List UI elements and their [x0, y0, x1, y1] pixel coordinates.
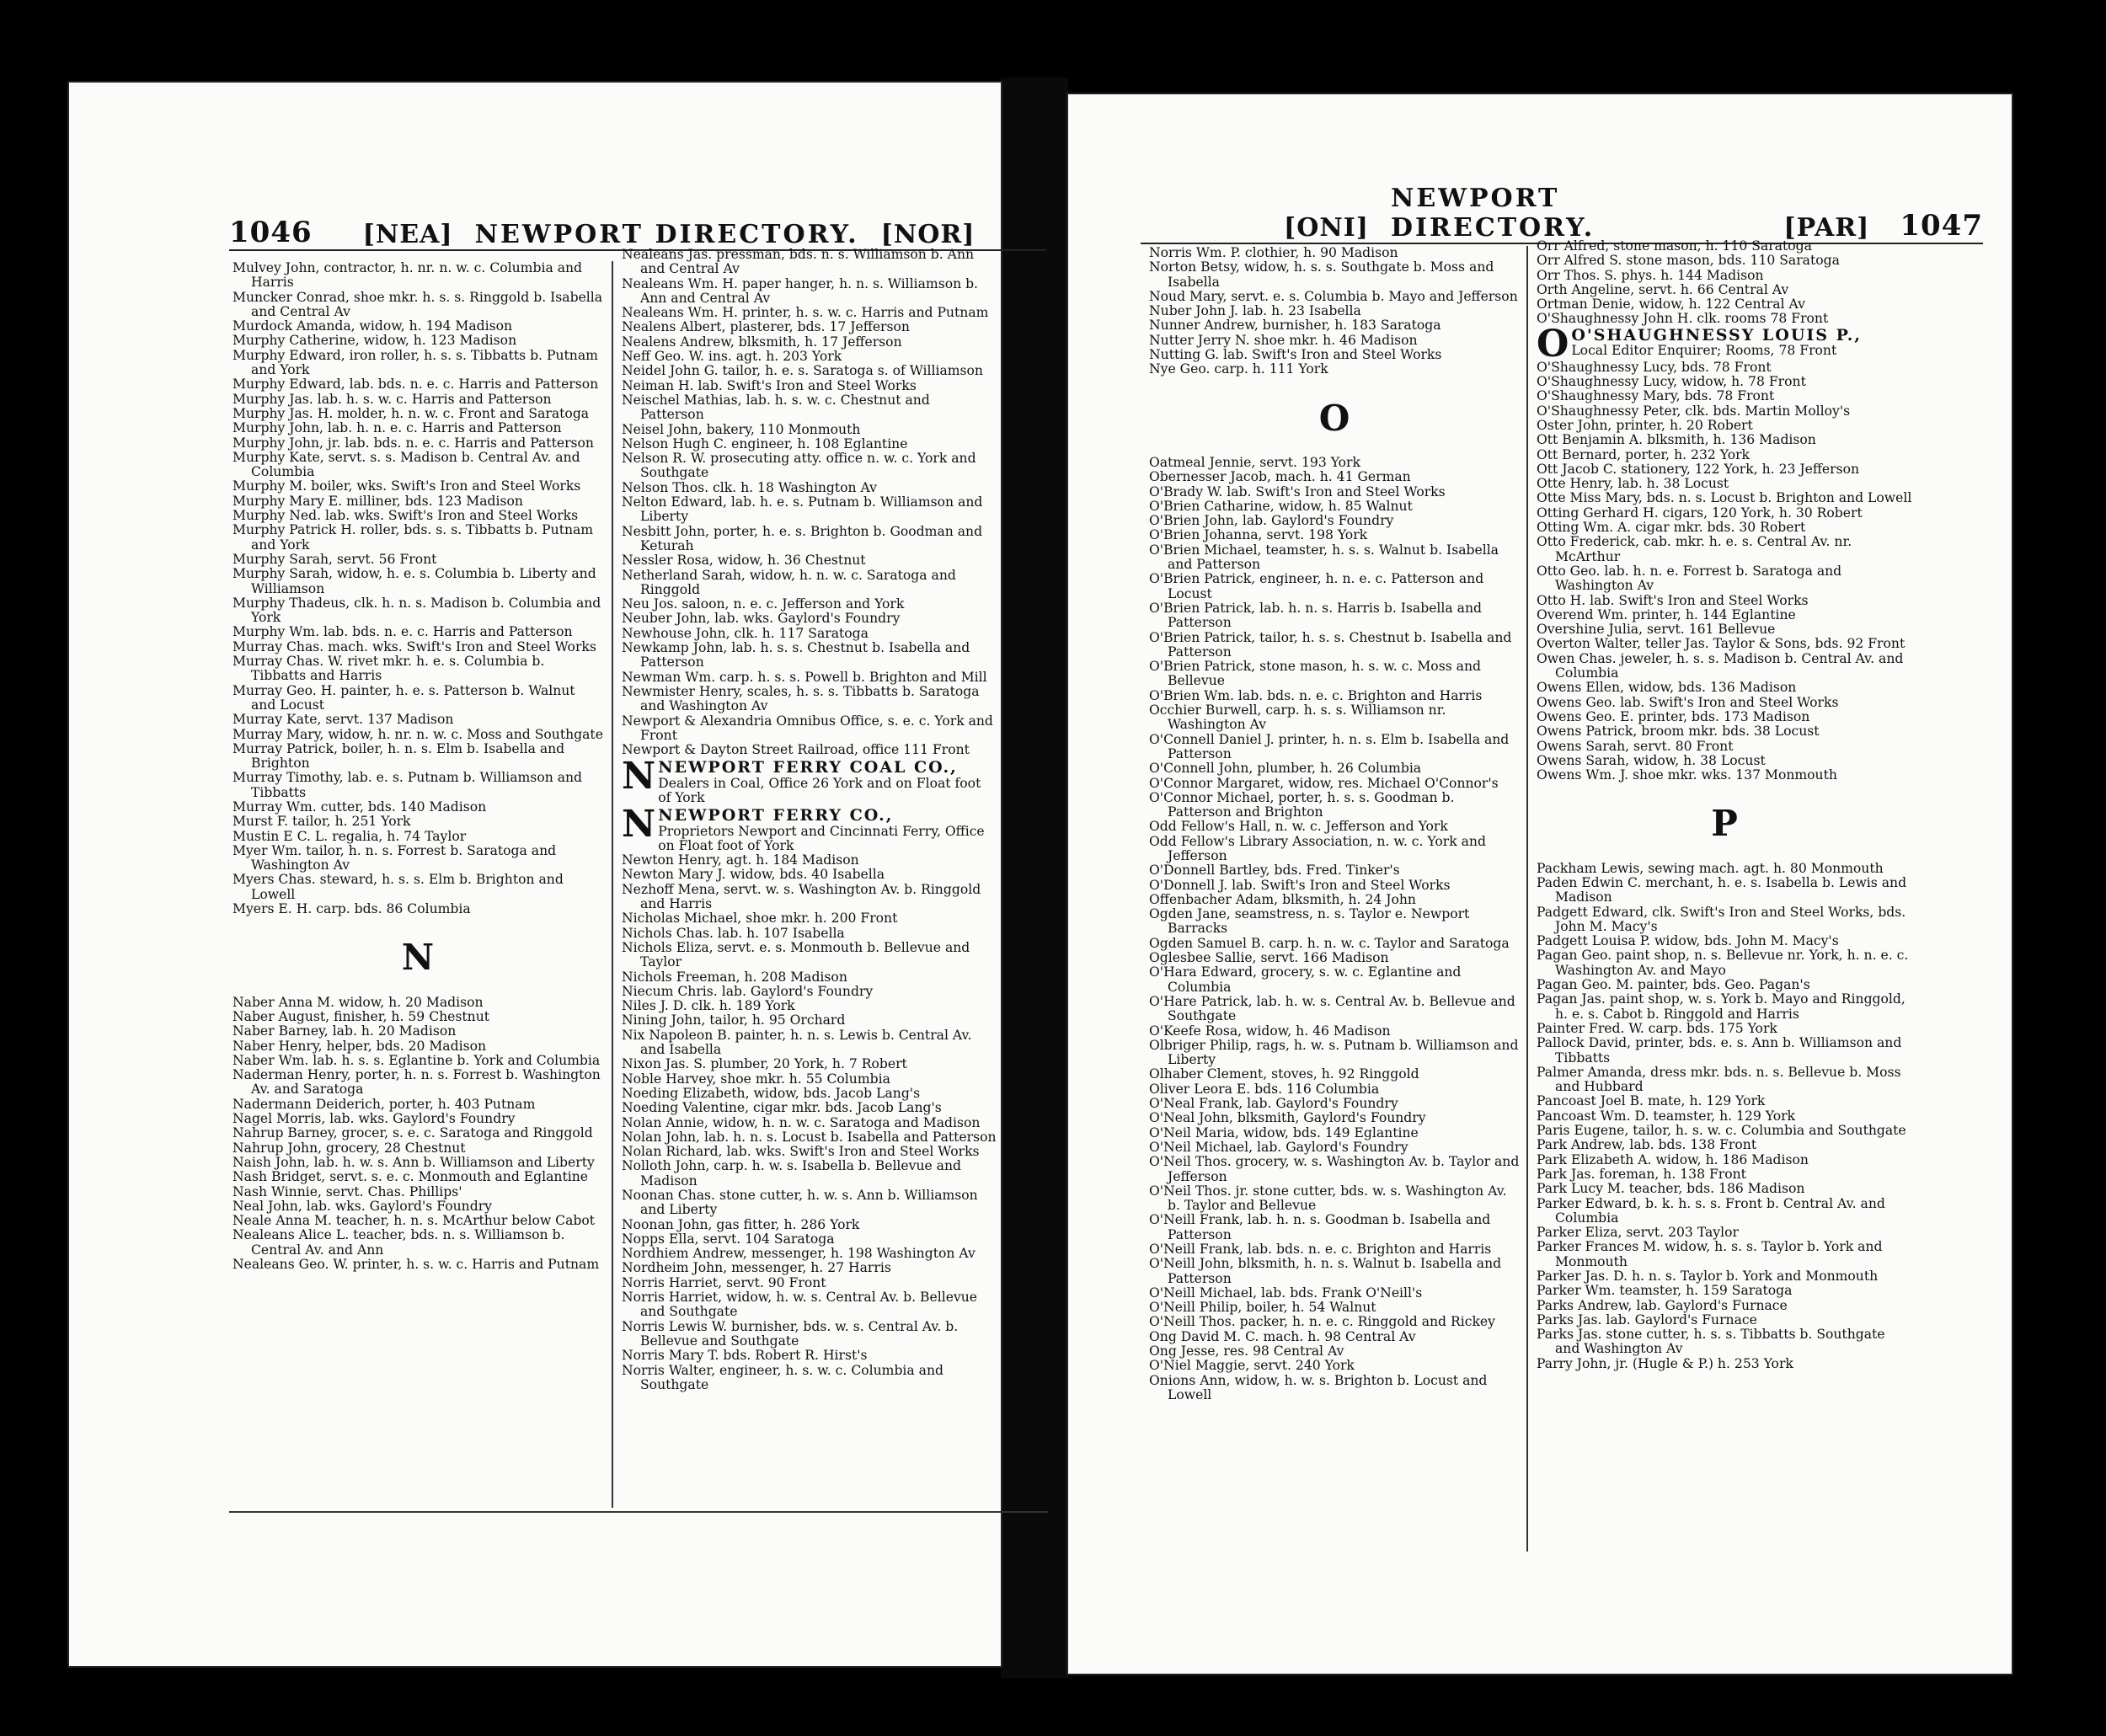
directory-entry: Nutter Jerry N. shoe mkr. h. 46 Madison — [1149, 332, 1418, 348]
right-column-divider — [1526, 246, 1528, 1552]
directory-entry: Palmer Amanda, dress mkr. bds. n. s. Bellevue b. Moss and Hubbard — [1537, 1064, 1901, 1095]
advert-text: Dealers in Coal, Office 26 York and on Float foot of York — [658, 775, 981, 805]
directory-entry: Overend Wm. printer, h. 144 Eglantine — [1537, 606, 1796, 622]
directory-entry: Nealeans Geo. W. printer, h. s. w. c. Harris and Putnam — [233, 1257, 600, 1272]
directory-entry: Norris Walter, engineer, h. s. w. c. Columbia and Southgate — [622, 1362, 943, 1392]
directory-entry: Myers E. H. carp. bds. 86 Columbia — [233, 901, 471, 917]
directory-entry: Murphy Sarah, servt. 56 Front — [233, 551, 437, 567]
directory-entry: O'Neil Thos. jr. stone cutter, bds. w. s. Washington Av. b. Taylor and Bellevue — [1149, 1183, 1507, 1214]
directory-entry: O'Donnell J. lab. Swift's Iron and Steel Works — [1149, 877, 1451, 893]
directory-entry: Murphy Ned. lab. wks. Swift's Iron and Steel Works — [233, 508, 579, 524]
directory-entry: Noeding Valentine, cigar mkr. bds. Jacob Lang's — [622, 1100, 942, 1116]
directory-entry: Oatmeal Jennie, servt. 193 York — [1149, 454, 1360, 470]
directory-entry: Otto Geo. lab. h. n. e. Forrest b. Saratoga and Washington Av — [1537, 563, 1842, 594]
directory-entry: Oliver Leora E. bds. 116 Columbia — [1149, 1081, 1380, 1097]
directory-entry: Naber Anna M. widow, h. 20 Madison — [233, 994, 484, 1010]
advert-text: Local Editor Enquirer; Rooms, 78 Front — [1571, 343, 1837, 359]
directory-entry: Newton Mary J. widow, bds. 40 Isabella — [622, 867, 885, 883]
directory-entry: Norris Mary T. bds. Robert R. Hirst's — [622, 1348, 868, 1364]
directory-entry: Nagel Morris, lab. wks. Gaylord's Foundry — [233, 1111, 516, 1127]
directory-entry: Owens Geo. E. printer, bds. 173 Madison — [1537, 708, 1810, 724]
right-page-header — [1141, 184, 1983, 244]
directory-entry: Murphy Wm. lab. bds. n. e. c. Harris and Patterson — [233, 624, 573, 640]
directory-entry: Owens Ellen, widow, bds. 136 Madison — [1537, 680, 1797, 696]
directory-entry: O'Connor Michael, porter, h. s. s. Goodman b. Patterson and Brighton — [1149, 789, 1455, 820]
directory-entry: Ott Jacob C. stationery, 122 York, h. 23 Jefferson — [1537, 461, 1860, 477]
directory-entry: O'Niel Maggie, servt. 240 York — [1149, 1358, 1355, 1374]
directory-entry: Ott Benjamin A. blksmith, h. 136 Madison — [1537, 432, 1816, 448]
directory-entry: Parry John, jr. (Hugle & P.) h. 253 York — [1537, 1355, 1793, 1371]
directory-entry: Murphy M. boiler, wks. Swift's Iron and Steel Works — [233, 478, 581, 494]
directory-entry: Pancoast Wm. D. teamster, h. 129 York — [1537, 1108, 1796, 1124]
left-col2-entries-b — [622, 853, 997, 1392]
directory-entry: Oglesbee Sallie, servt. 166 Madison — [1149, 950, 1389, 966]
section-letter-n: N — [401, 937, 435, 979]
directory-entry: O'Neal John, blksmith, Gaylord's Foundry — [1149, 1110, 1426, 1126]
directory-entry: O'Neil Thos. grocery, w. s. Washington Av. b. Taylor and Jefferson — [1149, 1154, 1520, 1184]
directory-entry: Padgett Louisa P. widow, bds. John M. Macy's — [1537, 933, 1839, 949]
directory-entry: Orr Alfred, stone mason, h. 110 Saratoga — [1537, 238, 1812, 254]
directory-entry: O'Brien Johanna, servt. 198 York — [1149, 527, 1368, 543]
directory-entry: Nessler Rosa, widow, h. 36 Chestnut — [622, 553, 866, 569]
directory-entry: O'Shaughnessy Lucy, bds. 78 Front — [1537, 359, 1772, 375]
directory-entry: Obernesser Jacob, mach. h. 41 German — [1149, 469, 1411, 485]
directory-entry: Neff Geo. W. ins. agt. h. 203 York — [622, 349, 842, 365]
directory-entry: Nahrup John, grocery, 28 Chestnut — [233, 1140, 466, 1156]
directory-entry: Nelson Hugh C. engineer, h. 108 Eglantine — [622, 435, 908, 451]
directory-entry: Ott Bernard, porter, h. 232 York — [1537, 446, 1750, 462]
section-letter-o: O — [1318, 397, 1350, 439]
directory-entry: Orth Angeline, servt. h. 66 Central Av — [1537, 281, 1789, 297]
directory-entry: Nix Napoleon B. painter, h. n. s. Lewis b. Central Av. and Isabella — [622, 1027, 972, 1058]
right-page-title: NEWPORT DIRECTORY. — [1390, 184, 1596, 243]
right-range-end: [PAR] — [1783, 213, 1870, 243]
directory-entry: Parks Andrew, lab. Gaylord's Furnace — [1537, 1297, 1788, 1313]
directory-entry: Owens Geo. lab. Swift's Iron and Steel Works — [1537, 694, 1839, 710]
directory-entry: Murphy Catherine, widow, h. 123 Madison — [233, 333, 517, 349]
directory-entry: Otting Wm. A. cigar mkr. bds. 30 Robert — [1537, 520, 1806, 536]
right-col1-entries-o — [1149, 456, 1520, 1402]
directory-entry: O'Brien Michael, teamster, h. s. s. Walnut b. Isabella and Patterson — [1149, 542, 1499, 573]
directory-entry: Nolan John, lab. h. n. s. Locust b. Isabella and Patterson — [622, 1129, 997, 1145]
directory-entry: Nealeans Wm. H. paper hanger, h. n. s. Williamson b. Ann and Central Av — [622, 275, 979, 306]
directory-entry: Nelton Edward, lab. h. e. s. Putnam b. Williamson and Liberty — [622, 494, 983, 525]
directory-entry: Nordheim John, messenger, h. 27 Harris — [622, 1260, 891, 1276]
directory-entry: Offenbacher Adam, blksmith, h. 24 John — [1149, 891, 1416, 907]
directory-entry: Onions Ann, widow, h. w. s. Brighton b. Locust and Lowell — [1149, 1372, 1488, 1402]
directory-entry: Murphy Mary E. milliner, bds. 123 Madison — [233, 493, 523, 509]
directory-entry: Owens Sarah, widow, h. 38 Locust — [1537, 752, 1766, 768]
directory-entry: Naderman Henry, porter, h. n. s. Forrest b. Washington Av. and Saratoga — [233, 1067, 601, 1098]
directory-entry: Pagan Jas. paint shop, w. s. York b. Mayo and Ringgold, h. e. s. Cabot b. Ringgold and Harris — [1537, 991, 1906, 1022]
directory-entry: Murdock Amanda, widow, h. 194 Madison — [233, 318, 513, 334]
directory-entry: Murray Kate, servt. 137 Madison — [233, 712, 454, 728]
directory-entry: Overshine Julia, servt. 161 Bellevue — [1537, 622, 1776, 638]
directory-entry: Parker Jas. D. h. n. s. Taylor b. York and Monmouth — [1537, 1269, 1879, 1284]
right-col1-entries-n — [1149, 246, 1520, 377]
directory-entry: O'Brien John, lab. Gaylord's Foundry — [1149, 513, 1394, 529]
advert-newport-ferry-coal — [622, 755, 997, 805]
section-letter-p: P — [1711, 803, 1738, 845]
right-range-start: [ONI] — [1284, 213, 1369, 243]
right-page — [1068, 94, 2012, 1674]
directory-entry: O'Neill Frank, lab. bds. n. e. c. Brighton and Harris — [1149, 1242, 1492, 1257]
directory-entry: O'Hara Edward, grocery, s. w. c. Eglantine and Columbia — [1149, 964, 1462, 995]
directory-entry: Parker Eliza, servt. 203 Taylor — [1537, 1225, 1739, 1241]
directory-entry: Neuber John, lab. wks. Gaylord's Foundry — [622, 611, 901, 627]
left-col1-entries-m — [233, 261, 603, 916]
directory-entry: Niles J. D. clk. h. 189 York — [622, 998, 795, 1014]
directory-entry: Painter Fred. W. carp. bds. 175 York — [1537, 1020, 1777, 1036]
directory-entry: O'Neal Frank, lab. Gaylord's Foundry — [1149, 1096, 1398, 1112]
directory-entry: Murphy Jas. lab. h. s. w. c. Harris and Patterson — [233, 391, 552, 407]
directory-entry: O'Shaughnessy Lucy, widow, h. 78 Front — [1537, 374, 1806, 390]
directory-entry: Owens Sarah, servt. 80 Front — [1537, 738, 1734, 754]
directory-entry: Otte Miss Mary, bds. n. s. Locust b. Brighton and Lowell — [1537, 490, 1912, 506]
directory-entry: Padgett Edward, clk. Swift's Iron and Steel Works, bds. John M. Macy's — [1537, 904, 1906, 934]
directory-entry: Nash Bridget, servt. s. e. c. Monmouth and Eglantine — [233, 1169, 588, 1185]
left-page — [69, 83, 1001, 1666]
directory-entry: Neischel Mathias, lab. h. s. w. c. Chestnut and Patterson — [622, 392, 930, 423]
directory-entry: Murray Chas. W. rivet mkr. h. e. s. Columbia b. Tibbatts and Harris — [233, 654, 545, 684]
directory-entry: Myer Wm. tailor, h. n. s. Forrest b. Saratoga and Washington Av — [233, 842, 557, 873]
directory-entry: O'Neil Michael, lab. Gaylord's Foundry — [1149, 1139, 1408, 1155]
directory-entry: Noonan Chas. stone cutter, h. w. s. Ann b. Williamson and Liberty — [622, 1188, 978, 1218]
advert-newport-ferry — [622, 803, 997, 853]
directory-entry: O'Neill Frank, lab. h. n. s. Goodman b. Isabella and Patterson — [1149, 1212, 1491, 1242]
directory-entry: Nicholas Michael, shoe mkr. h. 200 Front — [622, 911, 898, 927]
book-gutter — [1001, 77, 1068, 1678]
directory-entry: O'Hare Patrick, lab. h. w. s. Central Av. b. Bellevue and Southgate — [1149, 993, 1515, 1024]
directory-entry: Murphy John, jr. lab. bds. n. e. c. Harris and Patterson — [233, 435, 594, 451]
directory-entry: O'Brady W. lab. Swift's Iron and Steel Works — [1149, 483, 1446, 499]
directory-entry: Otte Henry, lab. h. 38 Locust — [1537, 476, 1729, 492]
directory-entry: Nichols Chas. lab. h. 107 Isabella — [622, 925, 845, 941]
directory-entry: Noud Mary, servt. e. s. Columbia b. Mayo and Jefferson — [1149, 288, 1518, 304]
directory-entry: Norris Lewis W. burnisher, bds. w. s. Central Av. b. Bellevue and Southgate — [622, 1318, 959, 1349]
directory-entry: Overton Walter, teller Jas. Taylor & Sons, bds. 92 Front — [1537, 636, 1906, 652]
directory-entry: Newmister Henry, scales, h. s. s. Tibbatts b. Saratoga and Washington Av — [622, 683, 980, 714]
left-col2-entries-a — [622, 248, 997, 757]
left-bottom-rule — [229, 1511, 1048, 1513]
directory-entry: Murray Chas. mach. wks. Swift's Iron and Steel Works — [233, 638, 596, 654]
directory-entry: O'Neill Philip, boiler, h. 54 Walnut — [1149, 1300, 1376, 1316]
directory-entry: Neidel John G. tailor, h. e. s. Saratoga s. of Williamson — [622, 363, 983, 379]
advert-title: NEWPORT FERRY COAL CO., — [658, 758, 958, 777]
directory-entry: Muncker Conrad, shoe mkr. h. s. s. Ringgold b. Isabella and Central Av — [233, 289, 603, 319]
directory-entry: Norton Betsy, widow, h. s. s. Southgate b. Moss and Isabella — [1149, 259, 1494, 290]
directory-entry: Nichols Freeman, h. 208 Madison — [622, 969, 847, 985]
right-col2-entries-a — [1537, 239, 1912, 327]
directory-entry: Nadermann Deiderich, porter, h. 403 Putnam — [233, 1096, 536, 1112]
directory-entry: Netherland Sarah, widow, h. n. w. c. Saratoga and Ringgold — [622, 567, 956, 597]
directory-entry: Parker Edward, b. k. h. s. s. Front b. Central Av. and Columbia — [1537, 1195, 1885, 1226]
right-column-2 — [1537, 239, 1912, 1371]
left-column-1 — [233, 261, 603, 1272]
directory-entry: Nixon Jas. S. plumber, 20 York, h. 7 Robert — [622, 1056, 907, 1072]
directory-entry: Pagan Geo. M. painter, bds. Geo. Pagan's — [1537, 977, 1810, 993]
advert-title: O'SHAUGHNESSY LOUIS P., — [1571, 325, 1862, 345]
directory-entry: Murray Wm. cutter, bds. 140 Madison — [233, 799, 487, 815]
directory-entry: Neal John, lab. wks. Gaylord's Foundry — [233, 1198, 492, 1214]
directory-entry: Park Andrew, lab. bds. 138 Front — [1537, 1137, 1757, 1153]
directory-entry: Pagan Geo. paint shop, n. s. Bellevue nr. York, h. n. e. c. Washington Av. and Mayo — [1537, 948, 1909, 978]
directory-entry: Owens Wm. J. shoe mkr. wks. 137 Monmouth — [1537, 767, 1837, 783]
directory-entry: O'Neill Thos. packer, h. n. e. c. Ringgold and Rickey — [1149, 1314, 1495, 1330]
directory-entry: Naber Barney, lab. h. 20 Madison — [233, 1023, 457, 1039]
directory-entry: Newhouse John, clk. h. 117 Saratoga — [622, 625, 869, 641]
directory-entry: Pallock David, printer, bds. e. s. Ann b. Williamson and Tibbatts — [1537, 1035, 1902, 1066]
right-col2-entries-b — [1537, 361, 1912, 783]
directory-entry: Newman Wm. carp. h. s. s. Powell b. Brighton and Mill — [622, 669, 987, 685]
left-col1-entries-n — [233, 996, 603, 1273]
directory-entry: O'Brien Patrick, stone mason, h. s. w. c. Moss and Bellevue — [1149, 659, 1481, 689]
directory-entry: Odd Fellow's Hall, n. w. c. Jefferson and York — [1149, 819, 1448, 835]
directory-entry: Nolan Annie, widow, h. n. w. c. Saratoga and Madison — [622, 1114, 981, 1130]
right-col2-entries-p — [1537, 862, 1912, 1371]
directory-entry: Murphy Jas. H. molder, h. n. w. c. Front and Saratoga — [233, 405, 590, 421]
directory-entry: Nealeans Alice L. teacher, bds. n. s. Williamson b. Central Av. and Ann — [233, 1227, 565, 1258]
directory-entry: O'Neill John, blksmith, h. n. s. Walnut b. Isabella and Patterson — [1149, 1256, 1502, 1286]
directory-entry: Murphy Patrick H. roller, bds. s. s. Tibbatts b. Putnam and York — [233, 522, 594, 553]
directory-entry: Nutting G. lab. Swift's Iron and Steel Works — [1149, 347, 1442, 363]
directory-entry: Neu Jos. saloon, n. e. c. Jefferson and York — [622, 596, 905, 612]
directory-entry: Mulvey John, contractor, h. nr. n. w. c. Columbia and Harris — [233, 260, 583, 291]
directory-entry: Naber Wm. lab. h. s. s. Eglantine b. York and Columbia — [233, 1052, 601, 1068]
directory-entry: Newport & Dayton Street Railroad, office 111 Front — [622, 742, 970, 758]
directory-entry: O'Keefe Rosa, widow, h. 46 Madison — [1149, 1023, 1391, 1039]
directory-entry: Parks Jas. stone cutter, h. s. s. Tibbatts b. Southgate and Washington Av — [1537, 1327, 1885, 1357]
directory-entry: Otto H. lab. Swift's Iron and Steel Works — [1537, 592, 1809, 608]
directory-entry: Nolloth John, carp. h. w. s. Isabella b. Bellevue and Madison — [622, 1158, 962, 1188]
right-column-1 — [1149, 246, 1520, 1402]
directory-entry: Nealeans Jas. pressman, bds. n. s. Williamson b. Ann and Central Av — [622, 247, 975, 277]
directory-entry: Noonan John, gas fitter, h. 286 York — [622, 1216, 860, 1232]
directory-entry: Neisel John, bakery, 110 Monmouth — [622, 421, 861, 437]
directory-entry: Oster John, printer, h. 20 Robert — [1537, 417, 1753, 433]
directory-entry: Newton Henry, agt. h. 184 Madison — [622, 852, 859, 868]
directory-entry: Neiman H. lab. Swift's Iron and Steel Works — [622, 377, 917, 393]
directory-entry: O'Brien Patrick, lab. h. n. s. Harris b. Isabella and Patterson — [1149, 600, 1482, 631]
directory-entry: O'Neil Maria, widow, bds. 149 Eglantine — [1149, 1124, 1419, 1140]
left-page-number: 1046 — [229, 216, 313, 249]
left-column-divider — [612, 261, 613, 1508]
directory-entry: Nealens Andrew, blksmith, h. 17 Jefferson — [622, 334, 902, 350]
directory-entry: Murphy Sarah, widow, h. e. s. Columbia b. Liberty and Williamson — [233, 566, 596, 596]
directory-entry: Paden Edwin C. merchant, h. e. s. Isabella b. Lewis and Madison — [1537, 874, 1907, 905]
directory-entry: Orr Alfred S. stone mason, bds. 110 Saratoga — [1537, 253, 1840, 269]
directory-entry: Norris Harriet, widow, h. w. s. Central Av. b. Bellevue and Southgate — [622, 1290, 978, 1320]
directory-entry: Nelson Thos. clk. h. 18 Washington Av — [622, 479, 877, 495]
directory-entry: Ortman Denie, widow, h. 122 Central Av — [1537, 296, 1805, 312]
directory-entry: O'Brien Patrick, tailor, h. s. s. Chestnut b. Isabella and Patterson — [1149, 629, 1512, 660]
directory-entry: Packham Lewis, sewing mach. agt. h. 80 Monmouth — [1537, 860, 1884, 876]
directory-entry: Newport & Alexandria Omnibus Office, s. e. c. York and Front — [622, 713, 993, 743]
directory-entry: Murphy Edward, iron roller, h. s. s. Tibbatts b. Putnam and York — [233, 347, 598, 378]
directory-entry: Owens Patrick, broom mkr. bds. 38 Locust — [1537, 724, 1820, 740]
directory-entry: Occhier Burwell, carp. h. s. s. Williamson nr. Washington Av — [1149, 702, 1446, 733]
advert-initial: N — [622, 755, 656, 799]
directory-entry: Ong David M. C. mach. h. 98 Central Av — [1149, 1328, 1416, 1344]
advert-text: Proprietors Newport and Cincinnati Ferry, Office on Float foot of York — [658, 823, 985, 853]
left-column-2 — [622, 248, 997, 1392]
directory-entry: O'Brien Wm. lab. bds. n. e. c. Brighton and Harris — [1149, 687, 1483, 703]
directory-entry: Nye Geo. carp. h. 111 York — [1149, 361, 1328, 377]
directory-entry: Otting Gerhard H. cigars, 120 York, h. 30 Robert — [1537, 505, 1863, 521]
advert-title: NEWPORT FERRY CO., — [658, 806, 894, 825]
directory-entry: Nolan Richard, lab. wks. Swift's Iron and Steel Works — [622, 1144, 980, 1160]
left-page-title: NEWPORT DIRECTORY. — [474, 220, 859, 249]
directory-entry: Nealeans Wm. H. printer, h. s. w. c. Harris and Putnam — [622, 305, 989, 321]
directory-entry: Murphy John, lab. h. n. e. c. Harris and Patterson — [233, 420, 562, 436]
advert-initial: N — [622, 803, 656, 847]
directory-entry: Parker Frances M. widow, h. s. s. Taylor b. York and Monmouth — [1537, 1239, 1883, 1269]
directory-entry: Odd Fellow's Library Association, n. w. c. York and Jefferson — [1149, 833, 1486, 863]
directory-entry: Murray Patrick, boiler, h. n. s. Elm b. Isabella and Brighton — [233, 740, 565, 772]
advert-oshaughnessy — [1537, 322, 1912, 366]
directory-entry: Murray Mary, widow, h. nr. n. w. c. Moss and Southgate — [233, 726, 603, 742]
directory-entry: Nuber John J. lab. h. 23 Isabella — [1149, 303, 1361, 319]
directory-entry: Otto Frederick, cab. mkr. h. e. s. Central Av. nr. McArthur — [1537, 534, 1852, 564]
directory-entry: Park Lucy M. teacher, bds. 186 Madison — [1537, 1181, 1805, 1197]
directory-entry: Nealens Albert, plasterer, bds. 17 Jefferson — [622, 319, 910, 335]
directory-entry: Nelson R. W. prosecuting atty. office n. w. c. York and Southgate — [622, 451, 976, 481]
directory-entry: O'Shaughnessy John H. clk. rooms 78 Front — [1537, 311, 1829, 327]
directory-entry: O'Brien Patrick, engineer, h. n. e. c. Patterson and Locust — [1149, 571, 1484, 601]
directory-entry: Murphy Kate, servt. s. s. Madison b. Central Av. and Columbia — [233, 449, 580, 480]
directory-entry: Orr Thos. S. phys. h. 144 Madison — [1537, 267, 1764, 283]
directory-entry: Niecum Chris. lab. Gaylord's Foundry — [622, 983, 874, 999]
directory-entry: Noble Harvey, shoe mkr. h. 55 Columbia — [622, 1071, 890, 1087]
left-range-end: [NOR] — [880, 220, 975, 249]
directory-entry: Naber August, finisher, h. 59 Chestnut — [233, 1008, 490, 1024]
directory-entry: Nahrup Barney, grocer, s. e. c. Saratoga and Ringgold — [233, 1125, 593, 1141]
directory-entry: Norris Wm. P. clothier, h. 90 Madison — [1149, 245, 1398, 260]
directory-entry: O'Donnell Bartley, bds. Fred. Tinker's — [1149, 863, 1400, 879]
directory-entry: Olbriger Philip, rags, h. w. s. Putnam b. Williamson and Liberty — [1149, 1037, 1519, 1068]
directory-entry: Ogden Samuel B. carp. h. n. w. c. Taylor and Saratoga — [1149, 935, 1510, 951]
directory-entry: Ong Jesse, res. 98 Central Av — [1149, 1343, 1344, 1359]
directory-entry: Parks Jas. lab. Gaylord's Furnace — [1537, 1311, 1757, 1327]
directory-entry: Park Elizabeth A. widow, h. 186 Madison — [1537, 1151, 1809, 1167]
directory-entry: Park Jas. foreman, h. 138 Front — [1537, 1166, 1746, 1182]
directory-entry: O'Shaughnessy Peter, clk. bds. Martin Molloy's — [1537, 403, 1851, 419]
directory-entry: Nopps Ella, servt. 104 Saratoga — [622, 1231, 835, 1247]
right-page-number: 1047 — [1900, 209, 1983, 243]
directory-entry: O'Shaughnessy Mary, bds. 78 Front — [1537, 388, 1775, 404]
directory-entry: Nining John, tailor, h. 95 Orchard — [622, 1012, 846, 1028]
directory-entry: Neale Anna M. teacher, h. n. s. McArthur below Cabot — [233, 1213, 596, 1229]
left-range-start: [NEA] — [362, 220, 453, 249]
directory-entry: Nordhiem Andrew, messenger, h. 198 Washington Av — [622, 1246, 975, 1262]
directory-entry: O'Connor Margaret, widow, res. Michael O'Connor's — [1149, 775, 1499, 791]
directory-entry: Murray Timothy, lab. e. s. Putnam b. Williamson and Tibbatts — [233, 770, 583, 800]
directory-entry: O'Connell Daniel J. printer, h. n. s. Elm b. Isabella and Patterson — [1149, 731, 1510, 761]
directory-entry: Nichols Eliza, servt. e. s. Monmouth b. Bellevue and Taylor — [622, 939, 970, 970]
directory-entry: Owen Chas. jeweler, h. s. s. Madison b. Central Av. and Columbia — [1537, 650, 1904, 681]
directory-entry: O'Connell John, plumber, h. 26 Columbia — [1149, 761, 1422, 777]
directory-entry: Naish John, lab. h. w. s. Ann b. Williamson and Liberty — [233, 1154, 595, 1170]
directory-entry: Nezhoff Mena, servt. w. s. Washington Av. b. Ringgold and Harris — [622, 881, 981, 912]
directory-entry: Ogden Jane, seamstress, n. s. Taylor e. Newport Barracks — [1149, 906, 1470, 937]
directory-entry: Murst F. tailor, h. 251 York — [233, 814, 411, 830]
directory-entry: Noeding Elizabeth, widow, bds. Jacob Lang's — [622, 1085, 921, 1101]
directory-entry: Nunner Andrew, burnisher, h. 183 Saratoga — [1149, 318, 1441, 334]
directory-entry: Pancoast Joel B. mate, h. 129 York — [1537, 1093, 1766, 1109]
directory-entry: Norris Harriet, servt. 90 Front — [622, 1274, 826, 1290]
directory-entry: Murray Geo. H. painter, h. e. s. Patterson b. Walnut and Locust — [233, 682, 575, 713]
directory-entry: Murphy Edward, lab. bds. n. e. c. Harris and Patterson — [233, 377, 599, 393]
left-page-header — [229, 200, 1046, 251]
directory-entry: Naber Henry, helper, bds. 20 Madison — [233, 1038, 487, 1054]
directory-entry: Murphy Thadeus, clk. h. n. s. Madison b. Columbia and York — [233, 595, 601, 626]
advert-initial: O — [1537, 322, 1569, 366]
directory-entry: Nash Winnie, servt. Chas. Phillips' — [233, 1183, 462, 1199]
directory-entry: Mustin E C. L. regalia, h. 74 Taylor — [233, 828, 467, 844]
directory-entry: O'Neill Michael, lab. bds. Frank O'Neill's — [1149, 1285, 1423, 1301]
directory-entry: Olhaber Clement, stoves, h. 92 Ringgold — [1149, 1066, 1419, 1082]
directory-entry: Paris Eugene, tailor, h. s. w. c. Columbia and Southgate — [1537, 1123, 1906, 1139]
directory-entry: Nesbitt John, porter, h. e. s. Brighton b. Goodman and Keturah — [622, 523, 983, 553]
directory-entry: O'Brien Catharine, widow, h. 85 Walnut — [1149, 498, 1413, 514]
directory-entry: Newkamp John, lab. h. s. s. Chestnut b. Isabella and Patterson — [622, 640, 970, 670]
directory-entry: Myers Chas. steward, h. s. s. Elm b. Brighton and Lowell — [233, 872, 564, 902]
directory-entry: Parker Wm. teamster, h. 159 Saratoga — [1537, 1283, 1793, 1299]
